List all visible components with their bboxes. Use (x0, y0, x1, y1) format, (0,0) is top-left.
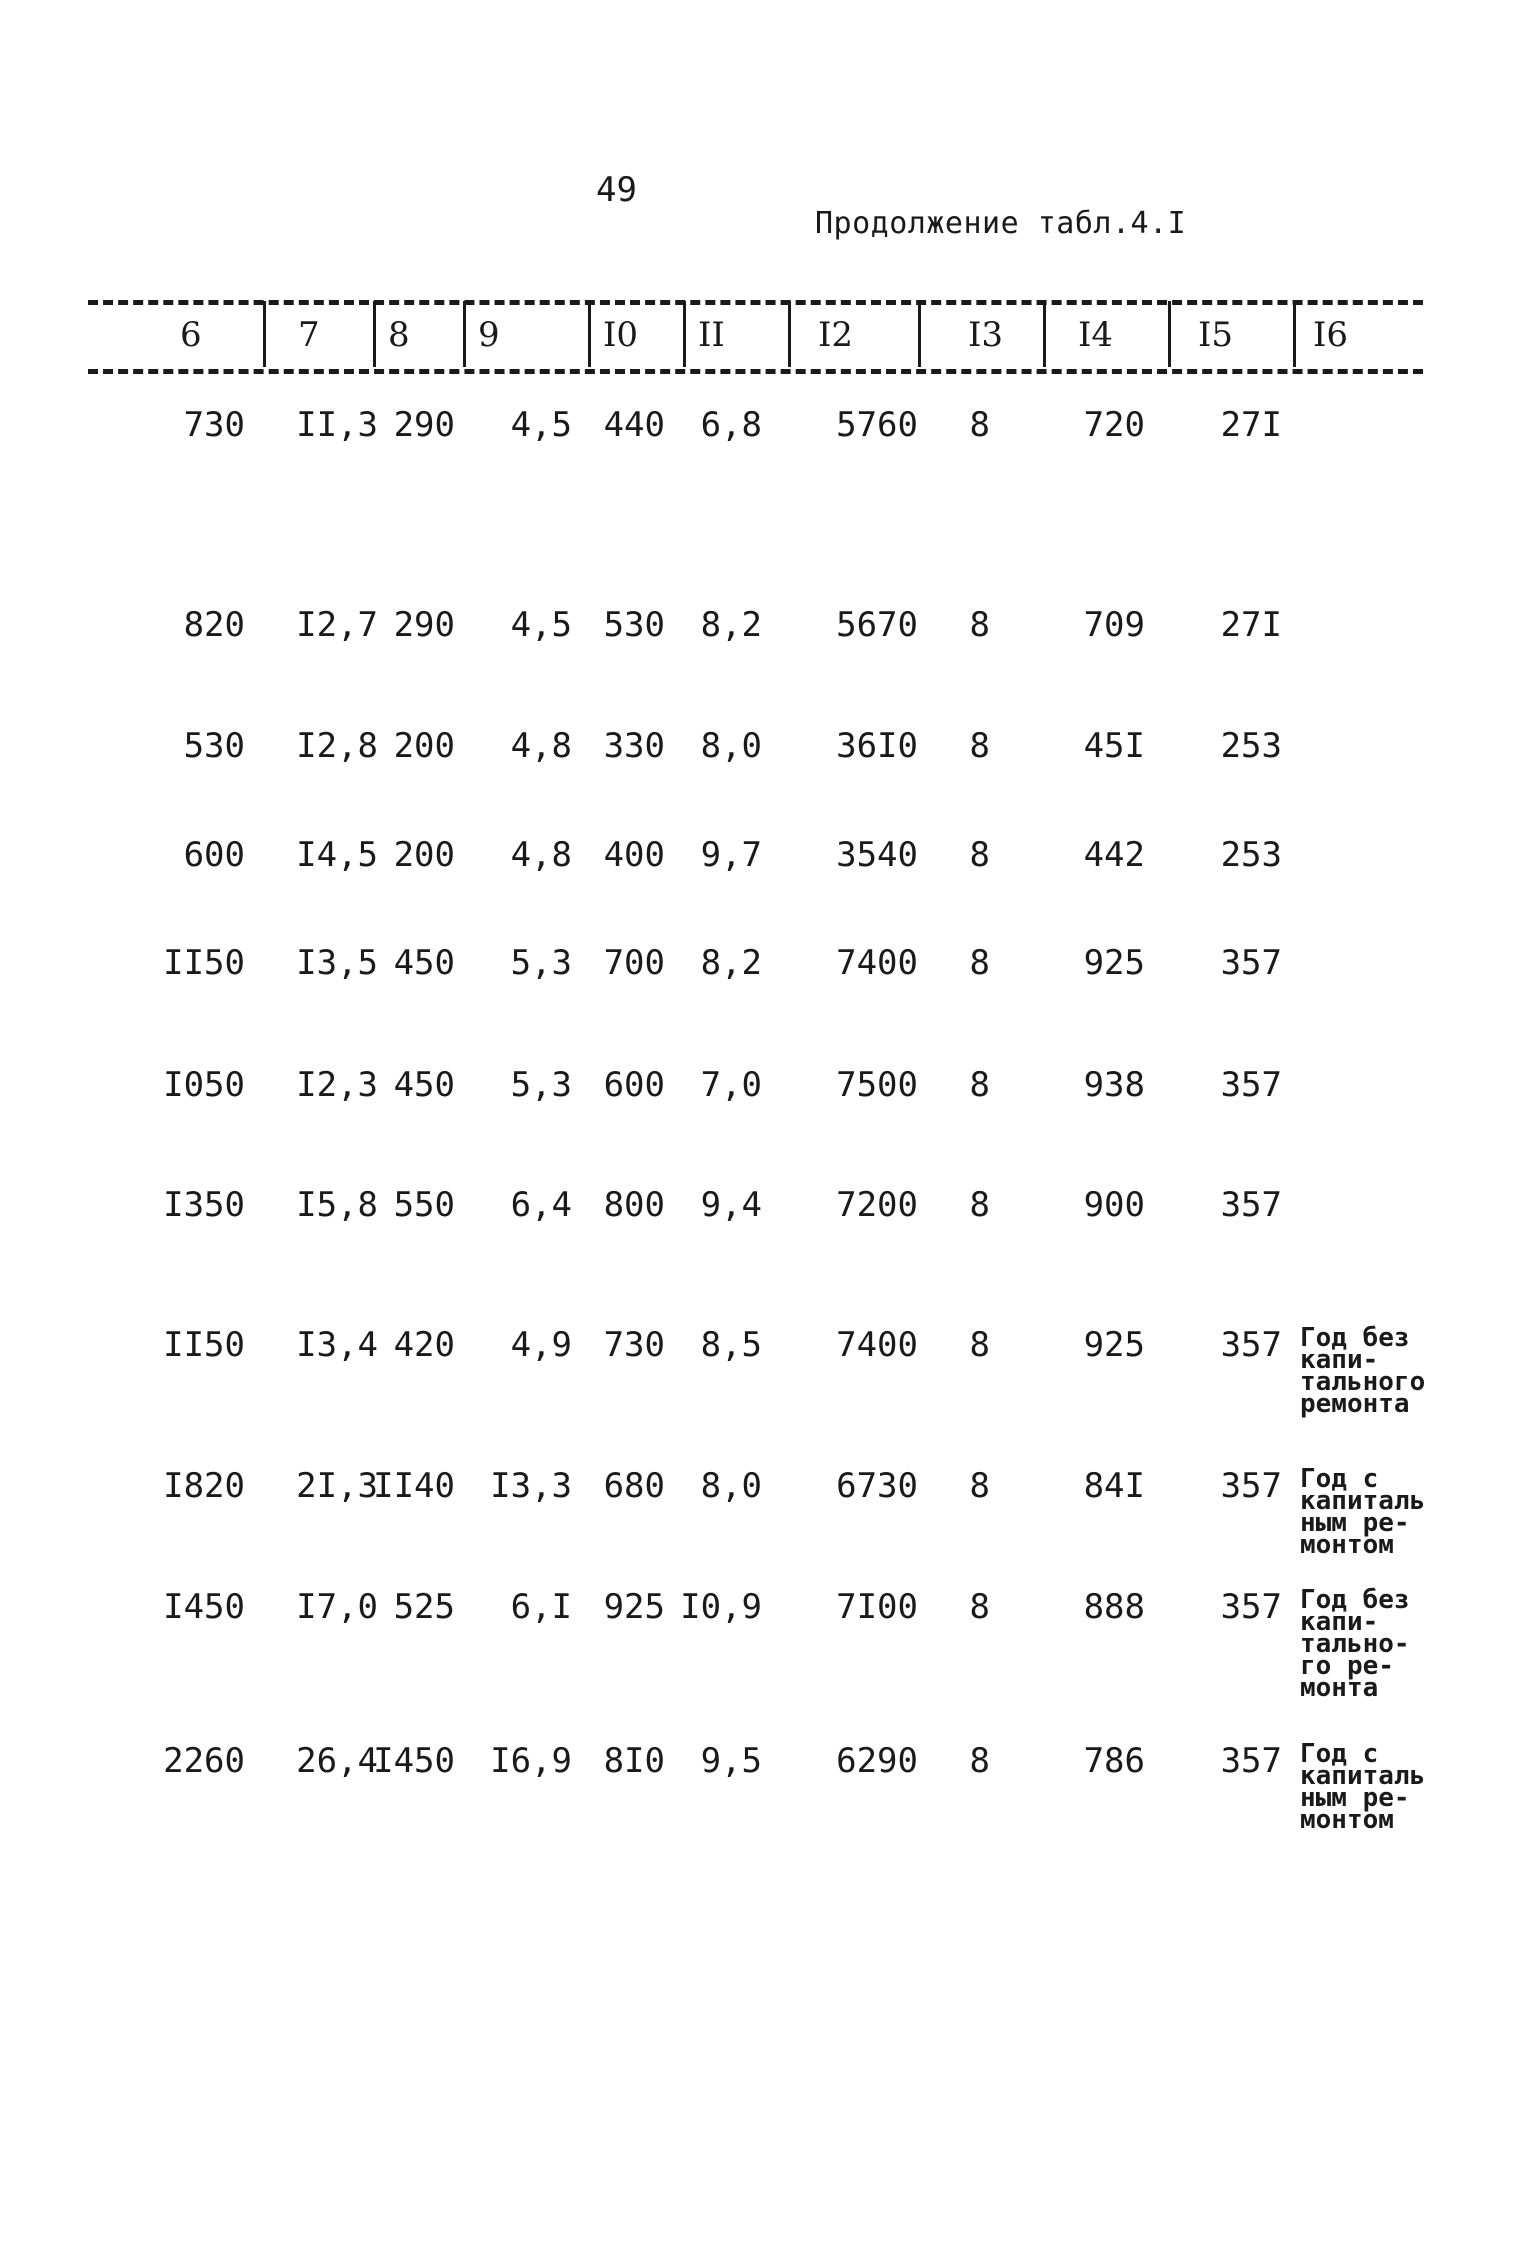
cell-col-7: I3,5 (296, 943, 378, 983)
cell-col-10: 700 (603, 943, 665, 983)
cell-col-12: 36I0 (836, 726, 918, 766)
column-header-12: I2 (818, 315, 854, 355)
cell-col-16-note: Год с капиталь ным ре- монтом (1300, 1739, 1426, 1835)
column-header-7: 7 (298, 315, 320, 355)
cell-col-8: 525 (393, 1587, 455, 1627)
cell-col-11: 9,4 (700, 1185, 762, 1225)
cell-col-13: 8 (969, 1587, 990, 1627)
column-header-14: I4 (1078, 315, 1114, 355)
cell-col-7: I3,4 (296, 1325, 378, 1365)
cell-col-13: 8 (969, 1325, 990, 1365)
cell-col-11: 6,8 (700, 405, 762, 445)
column-header-16: I6 (1313, 315, 1349, 355)
cell-col-6: I450 (163, 1587, 245, 1627)
cell-col-7: 2I,3 (296, 1466, 378, 1506)
cell-col-8: 290 (393, 605, 455, 645)
cell-col-15: 253 (1220, 726, 1282, 766)
cell-col-9: 6,4 (510, 1185, 572, 1225)
cell-col-16-note: Год без капи- тального ремонта (1300, 1323, 1426, 1419)
column-divider (588, 301, 591, 367)
cell-col-11: 9,5 (700, 1741, 762, 1781)
cell-col-7: I2,7 (296, 605, 378, 645)
column-divider (683, 301, 686, 367)
cell-col-11: 8,2 (700, 943, 762, 983)
cell-col-6: I820 (163, 1466, 245, 1506)
column-divider (463, 301, 466, 367)
cell-col-10: 925 (603, 1587, 665, 1627)
cell-col-10: 400 (603, 835, 665, 875)
cell-col-11: 7,0 (700, 1065, 762, 1105)
cell-col-15: 253 (1220, 835, 1282, 875)
cell-col-12: 6730 (836, 1466, 918, 1506)
cell-col-10: 730 (603, 1325, 665, 1365)
cell-col-7: I5,8 (296, 1185, 378, 1225)
column-divider (788, 301, 791, 367)
cell-col-8: II40 (373, 1466, 455, 1506)
cell-col-12: 3540 (836, 835, 918, 875)
column-divider (373, 301, 376, 367)
cell-col-9: I6,9 (490, 1741, 572, 1781)
cell-col-8: I450 (373, 1741, 455, 1781)
cell-col-15: 357 (1220, 1065, 1282, 1105)
column-divider (918, 301, 921, 367)
cell-col-7: I7,0 (296, 1587, 378, 1627)
cell-col-7: II,3 (296, 405, 378, 445)
column-header-11: II (698, 315, 725, 355)
cell-col-15: 357 (1220, 943, 1282, 983)
cell-col-6: 2260 (163, 1741, 245, 1781)
cell-col-12: 6290 (836, 1741, 918, 1781)
cell-col-9: 5,3 (510, 1065, 572, 1105)
cell-col-9: 4,8 (510, 835, 572, 875)
cell-col-12: 5670 (836, 605, 918, 645)
column-header-9: 9 (478, 315, 500, 355)
cell-col-9: 4,8 (510, 726, 572, 766)
cell-col-13: 8 (969, 1466, 990, 1506)
cell-col-7: I2,8 (296, 726, 378, 766)
cell-col-6: I050 (163, 1065, 245, 1105)
column-header-8: 8 (388, 315, 410, 355)
cell-col-6: 600 (183, 835, 245, 875)
column-divider (1293, 301, 1296, 367)
cell-col-7: I4,5 (296, 835, 378, 875)
cell-col-16-note: Год без капи- тально- го ре- монта (1300, 1585, 1410, 1703)
cell-col-15: 357 (1220, 1185, 1282, 1225)
cell-col-10: 8I0 (603, 1741, 665, 1781)
cell-col-14: 925 (1083, 943, 1145, 983)
page-number: 49 (596, 170, 637, 210)
cell-col-14: 786 (1083, 1741, 1145, 1781)
cell-col-12: 7500 (836, 1065, 918, 1105)
cell-col-16-note: Год с капиталь ным ре- монтом (1300, 1464, 1426, 1560)
cell-col-13: 8 (969, 943, 990, 983)
cell-col-8: 550 (393, 1185, 455, 1225)
cell-col-8: 420 (393, 1325, 455, 1365)
cell-col-13: 8 (969, 605, 990, 645)
cell-col-15: 27I (1220, 605, 1282, 645)
cell-col-10: 330 (603, 726, 665, 766)
table-header (88, 300, 1423, 374)
cell-col-11: 8,0 (700, 726, 762, 766)
cell-col-8: 450 (393, 943, 455, 983)
cell-col-14: 84I (1083, 1466, 1145, 1506)
cell-col-11: 8,2 (700, 605, 762, 645)
cell-col-13: 8 (969, 1065, 990, 1105)
cell-col-14: 938 (1083, 1065, 1145, 1105)
cell-col-14: 45I (1083, 726, 1145, 766)
cell-col-15: 357 (1220, 1466, 1282, 1506)
cell-col-9: I3,3 (490, 1466, 572, 1506)
table-caption: Продолжение табл.4.I (815, 206, 1187, 241)
cell-col-11: 8,0 (700, 1466, 762, 1506)
cell-col-11: 8,5 (700, 1325, 762, 1365)
cell-col-10: 440 (603, 405, 665, 445)
cell-col-7: I2,3 (296, 1065, 378, 1105)
cell-col-10: 800 (603, 1185, 665, 1225)
cell-col-12: 7I00 (836, 1587, 918, 1627)
cell-col-12: 7400 (836, 1325, 918, 1365)
cell-col-14: 888 (1083, 1587, 1145, 1627)
cell-col-14: 709 (1083, 605, 1145, 645)
cell-col-12: 5760 (836, 405, 918, 445)
column-divider (263, 301, 266, 367)
cell-col-14: 720 (1083, 405, 1145, 445)
cell-col-15: 357 (1220, 1741, 1282, 1781)
column-header-10: I0 (603, 315, 639, 355)
cell-col-8: 450 (393, 1065, 455, 1105)
cell-col-11: I0,9 (680, 1587, 762, 1627)
cell-col-6: 730 (183, 405, 245, 445)
cell-col-14: 925 (1083, 1325, 1145, 1365)
column-header-13: I3 (968, 315, 1004, 355)
cell-col-13: 8 (969, 835, 990, 875)
column-header-6: 6 (180, 315, 202, 355)
cell-col-9: 5,3 (510, 943, 572, 983)
cell-col-12: 7400 (836, 943, 918, 983)
cell-col-8: 200 (393, 835, 455, 875)
cell-col-15: 357 (1220, 1325, 1282, 1365)
cell-col-10: 680 (603, 1466, 665, 1506)
cell-col-6: 820 (183, 605, 245, 645)
cell-col-14: 900 (1083, 1185, 1145, 1225)
cell-col-7: 26,4 (296, 1741, 378, 1781)
cell-col-8: 290 (393, 405, 455, 445)
column-divider (1043, 301, 1046, 367)
cell-col-8: 200 (393, 726, 455, 766)
cell-col-10: 600 (603, 1065, 665, 1105)
cell-col-15: 27I (1220, 405, 1282, 445)
cell-col-15: 357 (1220, 1587, 1282, 1627)
cell-col-6: I350 (163, 1185, 245, 1225)
cell-col-9: 4,5 (510, 605, 572, 645)
cell-col-6: II50 (163, 943, 245, 983)
cell-col-9: 4,5 (510, 405, 572, 445)
cell-col-9: 4,9 (510, 1325, 572, 1365)
cell-col-11: 9,7 (700, 835, 762, 875)
column-header-15: I5 (1198, 315, 1234, 355)
cell-col-12: 7200 (836, 1185, 918, 1225)
cell-col-13: 8 (969, 405, 990, 445)
cell-col-13: 8 (969, 726, 990, 766)
cell-col-6: II50 (163, 1325, 245, 1365)
cell-col-13: 8 (969, 1741, 990, 1781)
column-divider (1168, 301, 1171, 367)
cell-col-10: 530 (603, 605, 665, 645)
cell-col-13: 8 (969, 1185, 990, 1225)
cell-col-9: 6,I (510, 1587, 572, 1627)
cell-col-6: 530 (183, 726, 245, 766)
cell-col-14: 442 (1083, 835, 1145, 875)
